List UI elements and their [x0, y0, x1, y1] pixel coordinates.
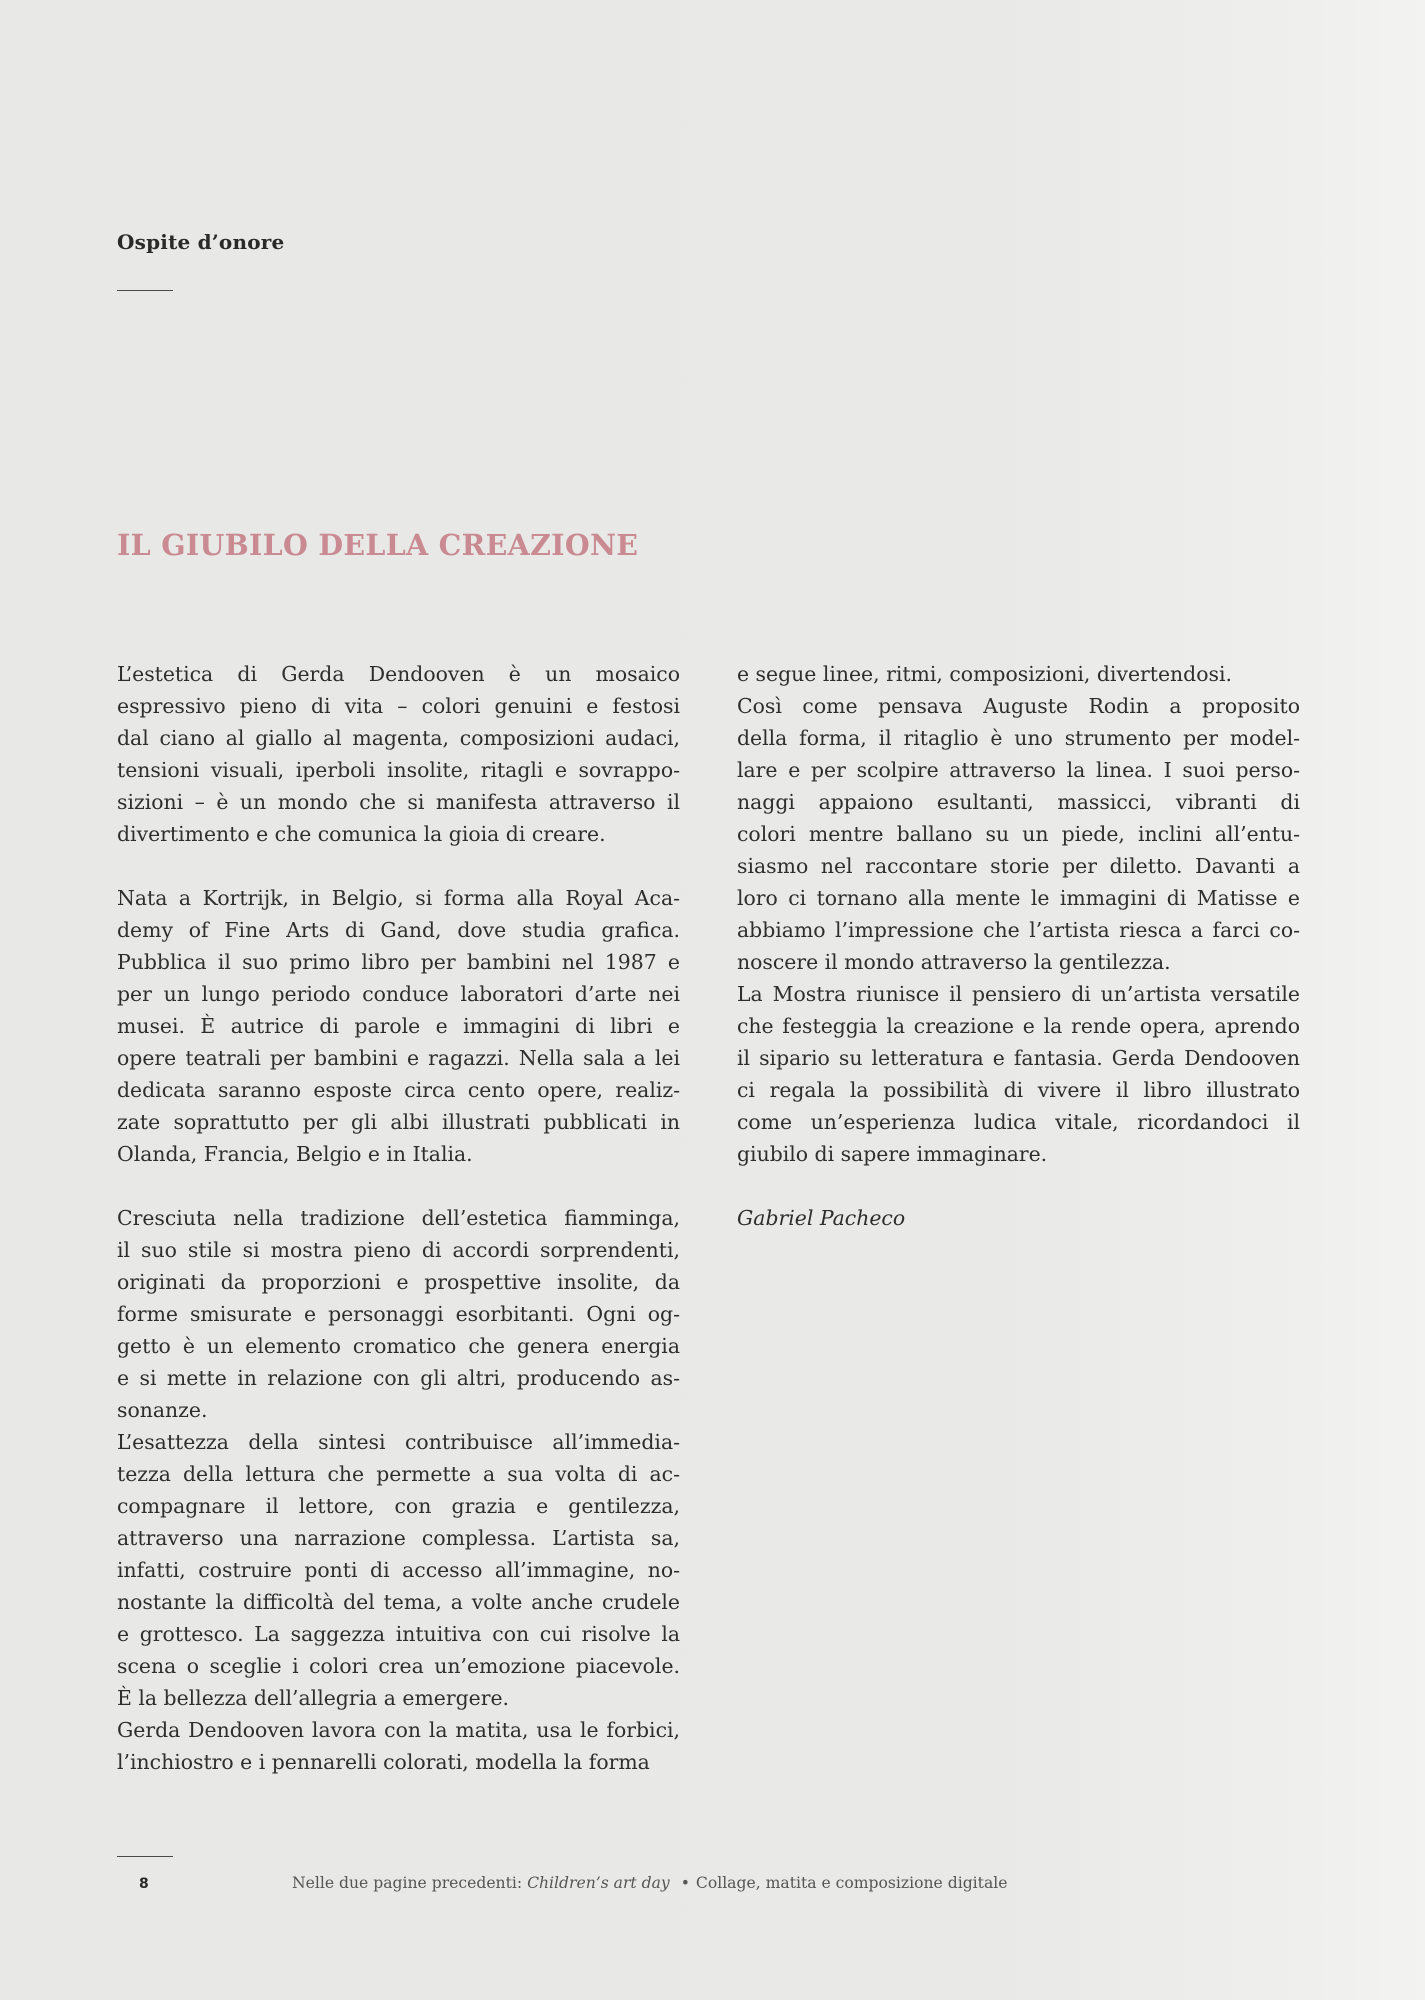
page-number: 8 — [139, 1876, 149, 1892]
text-line: Nata a Kortrijk, in Belgio, si forma alla Royal Aca- — [117, 886, 680, 910]
top-divider — [117, 290, 173, 291]
text-line: e segue linee, ritmi, composizioni, divertendosi. — [737, 662, 1232, 686]
text-line: demy of Fine Arts di Gand, dove studia grafica. — [117, 918, 680, 942]
text-line: espressivo pieno di vita – colori genuini e festosi — [117, 694, 680, 718]
text-line: ci regala la possibilità di vivere il libro illustrato — [737, 1078, 1300, 1102]
text-line: lare e per scolpire attraverso la linea. I suoi perso- — [737, 758, 1300, 782]
text-line: Olanda, Francia, Belgio e in Italia. — [117, 1142, 473, 1166]
text-line: dedicata saranno esposte circa cento opere, realiz- — [117, 1078, 680, 1102]
text-line: Cresciuta nella tradizione dell’estetica fiamminga, — [117, 1206, 680, 1230]
text-line: siasmo nel raccontare storie per diletto. Davanti a — [737, 854, 1300, 878]
text-line: e si mette in relazione con gli altri, producendo as- — [117, 1366, 680, 1390]
text-line: Gerda Dendooven lavora con la matita, usa le forbici, — [117, 1718, 680, 1742]
text-line: divertimento e che comunica la gioia di creare. — [117, 822, 606, 846]
paragraph — [117, 1202, 680, 1426]
text-line: L’esattezza della sintesi contribuisce all’immedia- — [117, 1430, 680, 1454]
text-line: originati da proporzioni e prospettive insolite, da — [117, 1270, 680, 1294]
paragraph — [737, 978, 1300, 1170]
text-line: infatti, costruire ponti di accesso all’immagine, no- — [117, 1558, 680, 1582]
text-line: il suo stile si mostra pieno di accordi sorprendenti, — [117, 1238, 680, 1262]
text-line: È la bellezza dell’allegria a emergere. — [117, 1686, 510, 1710]
text-line: tensioni visuali, iperboli insolite, ritagli e sovrappo- — [117, 758, 680, 782]
author-signature: Gabriel Pacheco — [737, 1206, 906, 1230]
text-line: il sipario su letteratura e fantasia. Gerda Dendooven — [737, 1046, 1300, 1070]
caption-prefix: Nelle due pagine precedenti: — [292, 1874, 523, 1892]
paragraph-gap — [117, 850, 680, 882]
text-line: forme smisurate e personaggi esorbitanti. Ogni og- — [117, 1302, 680, 1326]
text-line: getto è un elemento cromatico che genera energia — [117, 1334, 680, 1358]
text-line: L’estetica di Gerda Dendooven è un mosaico — [117, 662, 680, 686]
text-line: Pubblica il suo primo libro per bambini nel 1987 e — [117, 950, 680, 974]
article-title: IL GIUBILO DELLA CREAZIONE — [117, 528, 639, 562]
text-line: sizioni – è un mondo che si manifesta attraverso il — [117, 790, 680, 814]
text-line: La Mostra riunisce il pensiero di un’artista versatile — [737, 982, 1300, 1006]
text-line: scena o sceglie i colori crea un’emozione piacevole. — [117, 1654, 680, 1678]
left-column — [117, 658, 680, 1778]
text-line: noscere il mondo attraverso la gentilezza. — [737, 950, 1171, 974]
paragraph — [117, 658, 680, 850]
text-line: dal ciano al giallo al magenta, composizioni audaci, — [117, 726, 680, 750]
text-line: l’inchiostro e i pennarelli colorati, modella la forma — [117, 1750, 650, 1774]
paragraph — [117, 882, 680, 1170]
text-line: Così come pensava Auguste Rodin a proposito — [737, 694, 1300, 718]
text-line: loro ci tornano alla mente le immagini di Matisse e — [737, 886, 1300, 910]
text-line: sonanze. — [117, 1398, 208, 1422]
text-line: per un lungo periodo conduce laboratori d’arte nei — [117, 982, 680, 1006]
caption-suffix: Collage, matita e composizione digitale — [695, 1874, 1008, 1892]
paragraph-gap — [117, 1170, 680, 1202]
text-line: che festeggia la creazione e la rende opera, aprendo — [737, 1014, 1300, 1038]
text-line: come un’esperienza ludica vitale, ricordandoci il — [737, 1110, 1300, 1134]
text-line: e grottesco. La saggezza intuitiva con cui risolve la — [117, 1622, 680, 1646]
bullet-separator-icon: • — [680, 1874, 690, 1892]
text-line: compagnare il lettore, con grazia e gentilezza, — [117, 1494, 680, 1518]
section-label: Ospite d’onore — [117, 230, 285, 254]
paragraph — [737, 658, 1300, 690]
text-line: colori mentre ballano su un piede, inclini all’entu- — [737, 822, 1300, 846]
text-line: della forma, il ritaglio è uno strumento per model- — [737, 726, 1300, 750]
footer-divider — [117, 1856, 173, 1857]
paragraph — [737, 690, 1300, 978]
text-line: nostante la difficoltà del tema, a volte anche crudele — [117, 1590, 680, 1614]
text-line: musei. È autrice di parole e immagini di libri e — [117, 1014, 680, 1038]
text-line: opere teatrali per bambini e ragazzi. Nella sala a lei — [117, 1046, 680, 1070]
right-column — [737, 658, 1300, 1234]
paragraph — [117, 1426, 680, 1714]
paragraph — [117, 1714, 680, 1778]
text-line: giubilo di sapere immaginare. — [737, 1142, 1048, 1166]
paragraph-gap — [737, 1170, 1300, 1202]
text-line: attraverso una narrazione complessa. L’artista sa, — [117, 1526, 680, 1550]
caption-title: Children’s art day — [527, 1874, 670, 1892]
text-line: naggi appaiono esultanti, massicci, vibranti di — [737, 790, 1300, 814]
text-line: abbiamo l’impressione che l’artista riesca a farci co- — [737, 918, 1300, 942]
text-line: zate soprattutto per gli albi illustrati pubblicati in — [117, 1110, 680, 1134]
text-line: tezza della lettura che permette a sua volta di ac- — [117, 1462, 680, 1486]
footer-caption — [292, 1874, 1007, 1892]
